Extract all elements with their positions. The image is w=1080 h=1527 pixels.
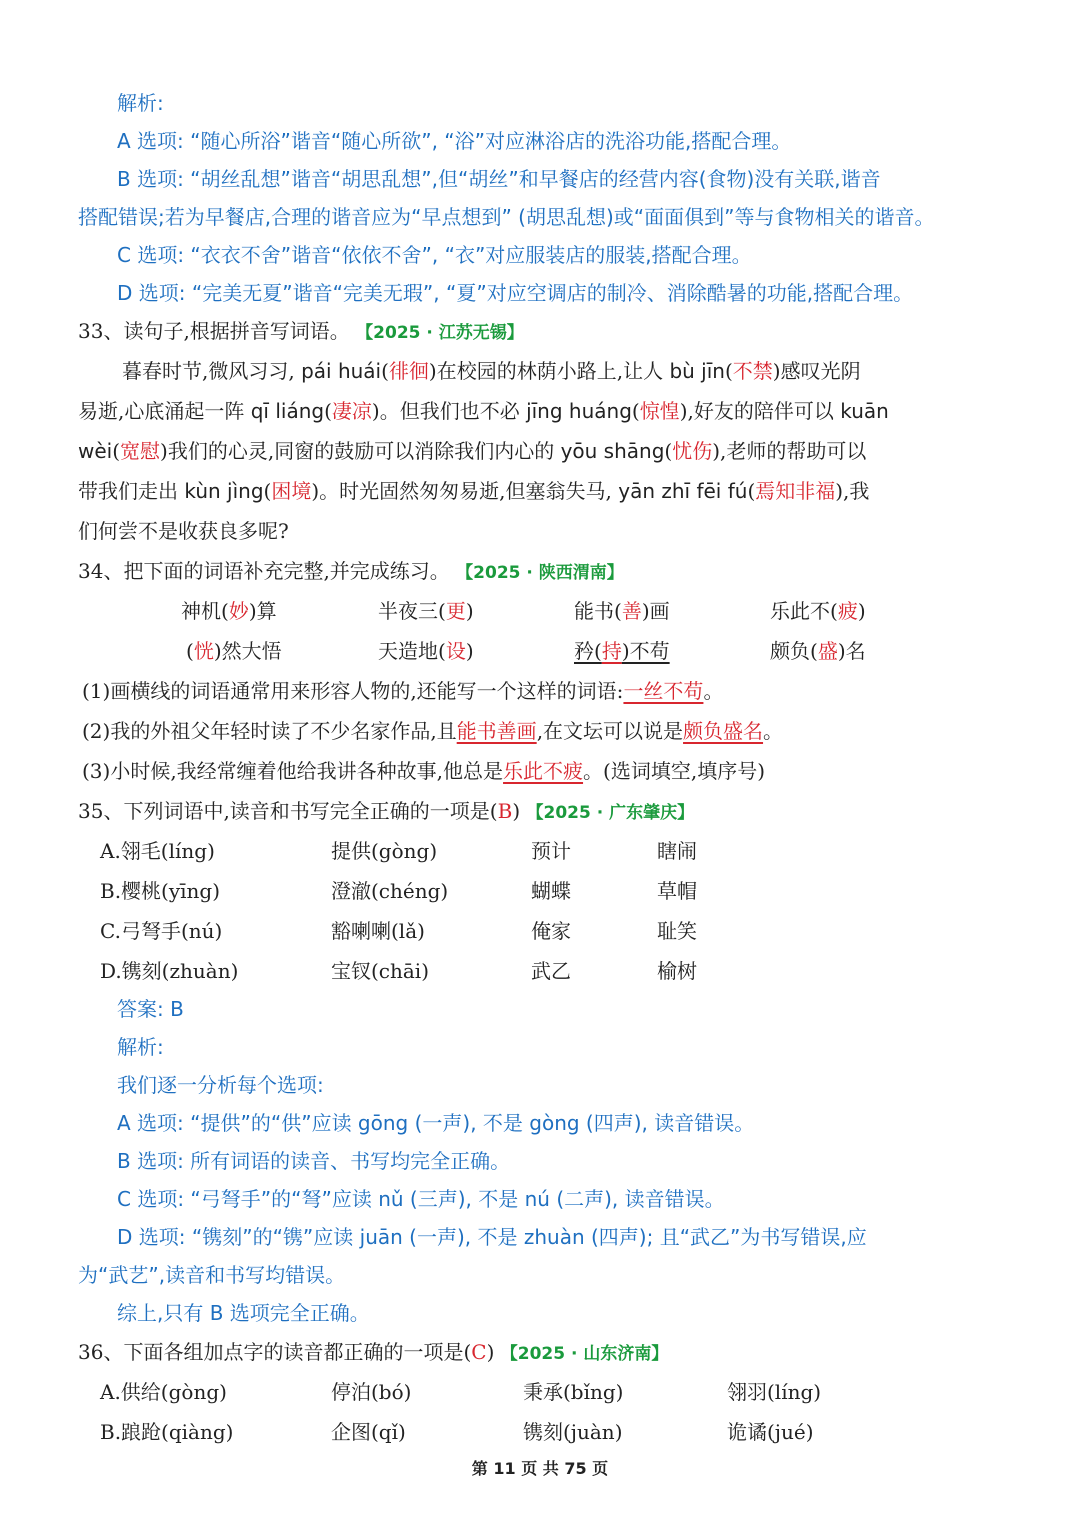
- pinyin: yān zhī fēi fú: [618, 479, 748, 503]
- paren: (: [324, 399, 332, 423]
- answer: 恍: [193, 639, 214, 663]
- q36-source-tag: 【2025 · 山东济南】: [500, 1344, 669, 1364]
- text: 半夜三(: [378, 599, 446, 623]
- paren: (: [112, 439, 121, 463]
- answer: 持: [601, 639, 622, 663]
- text: ): [465, 639, 474, 663]
- text: 神机(: [181, 599, 229, 623]
- text: 36、下面各组加点字的读音都正确的一项是(: [78, 1340, 472, 1364]
- q35-analysis-a: A 选项: “提供”的“供”应读 gōng (一声), 不是 gòng (四声), 读音错误。: [117, 1111, 755, 1135]
- text: )感叹光阴: [772, 359, 861, 383]
- q33-line-4: [78, 476, 1080, 506]
- q35-title: [78, 796, 1080, 828]
- q35-analysis-d-line1: D 选项: “镌刻”的“镌”应读 juān (一声), 不是 zhuàn (四声); 且“武乙”为书写错误,应: [117, 1225, 867, 1249]
- q36-option: 秉承(bǐng): [523, 1380, 624, 1404]
- text: ,在文坛可以说是: [536, 719, 684, 743]
- q34-title-text: 34、把下面的词语补充完整,并完成练习。: [78, 559, 450, 583]
- answer: 颇负盛名: [683, 719, 764, 743]
- q35-analysis-b: B 选项: 所有词语的读音、书写均完全正确。: [117, 1149, 511, 1173]
- q34-sub-2: [82, 716, 1080, 746]
- answer: 惊惶: [639, 399, 680, 423]
- answer: 能书善画: [456, 719, 537, 743]
- text: 易逝,心底涌起一阵: [78, 399, 245, 423]
- pinyin: pái huái: [301, 359, 382, 383]
- text: )在校园的林荫小路上,让人: [428, 359, 664, 383]
- text: )名: [837, 639, 866, 663]
- text: ): [465, 599, 474, 623]
- q35-analysis-c: C 选项: “弓弩手”的“弩”应读 nǔ (三声), 不是 nú (二声), 读音错误。: [117, 1187, 725, 1211]
- text: 。: [763, 719, 784, 743]
- text: 矜(: [574, 639, 602, 663]
- q34-sub-3: [82, 756, 1080, 786]
- q35-option: 预计: [531, 839, 571, 863]
- paren: (: [381, 359, 389, 383]
- q35-option: 耻笑: [657, 919, 697, 943]
- analysis-option-a: A 选项: “随心所浴”谐音“随心所欲”, “浴”对应淋浴店的洗浴功能,搭配合理。: [117, 129, 792, 153]
- pinyin: wèi: [78, 439, 113, 463]
- q34-sub-1: [82, 676, 1080, 706]
- q33-line-1: [122, 356, 1080, 386]
- q33-title: [78, 316, 1080, 348]
- analysis-label: 解析:: [117, 91, 164, 115]
- answer: 盛: [817, 639, 838, 663]
- paren: (: [747, 479, 756, 503]
- text: ): [512, 799, 521, 823]
- text: )然大悟: [213, 639, 282, 663]
- q34-source-tag: 【2025 · 陕西渭南】: [456, 563, 624, 583]
- text: ),好友的陪伴可以: [679, 399, 834, 423]
- q35-analysis-d-line2: 为“武艺”,读音和书写均错误。: [78, 1263, 346, 1287]
- q36-option: B.踉跄(qiàng): [100, 1420, 234, 1444]
- text: 。: [703, 679, 724, 703]
- answer: 疲: [837, 599, 858, 623]
- text: ),老师的帮助可以: [712, 439, 867, 463]
- answer: 焉知非福: [755, 479, 836, 503]
- q35-option: 草帽: [657, 879, 697, 903]
- answer: 困境: [271, 479, 312, 503]
- pinyin: kuān: [840, 399, 889, 423]
- q34-item: [378, 596, 474, 626]
- q33-title-text: 33、读句子,根据拼音写词语。: [78, 319, 350, 343]
- text: )。但我们也不必: [371, 399, 520, 423]
- q34-item: [181, 596, 277, 626]
- q35-option: 榆树: [657, 959, 697, 983]
- text: 颇负(: [770, 639, 818, 663]
- paren: (: [664, 439, 673, 463]
- text: 能书(: [574, 599, 622, 623]
- answer: 忧伤: [672, 439, 713, 463]
- text: 35、下列词语中,读音和书写完全正确的一项是(: [78, 799, 498, 823]
- q35-answer: 答案: B: [117, 997, 184, 1021]
- analysis-option-d: D 选项: “完美无夏”谐音“完美无瑕”, “夏”对应空调店的制冷、消除酷暑的功能,搭配合理。: [117, 281, 914, 305]
- text: )。时光固然匆匆易逝,但塞翁失马,: [311, 479, 612, 503]
- paren: (: [631, 399, 640, 423]
- q33-line-3: [78, 436, 1080, 466]
- answer: C: [471, 1340, 487, 1364]
- q33-line-5: 们何尝不是收获良多呢?: [78, 519, 289, 543]
- text: 暮春时节,微风习习,: [122, 359, 295, 383]
- q35-option: D.镌刻(zhuàn): [100, 959, 239, 983]
- answer: 一丝不苟: [623, 679, 704, 703]
- q35-option: 宝钗(chāi): [331, 959, 430, 983]
- q35-summary: 综上,只有 B 选项完全正确。: [117, 1301, 370, 1325]
- q34-item: [186, 636, 282, 666]
- answer: 善: [621, 599, 642, 623]
- answer: 妙: [228, 599, 249, 623]
- pinyin: kùn jìng: [184, 479, 264, 503]
- text: (2)我的外祖父年轻时读了不少名家作品,且: [82, 719, 457, 743]
- answer: 乐此不疲: [503, 759, 584, 783]
- text: )画: [641, 599, 670, 623]
- q35-option: A.翎毛(líng): [100, 839, 215, 863]
- pinyin: qī liáng: [250, 399, 325, 423]
- q36-title: [78, 1337, 1080, 1369]
- q35-option: C.弓弩手(nú): [100, 919, 223, 943]
- q35-option: 蝴蝶: [531, 879, 571, 903]
- answer: 徘徊: [388, 359, 429, 383]
- q35-analysis-label: 解析:: [117, 1035, 164, 1059]
- pinyin: yōu shāng: [560, 439, 665, 463]
- pinyin: bù jīn: [669, 359, 725, 383]
- q34-item: [574, 636, 670, 666]
- pinyin: jīng huáng: [526, 399, 632, 423]
- q35-option: 瞎闹: [657, 839, 697, 863]
- answer: 宽慰: [120, 439, 161, 463]
- q33-line-2: [78, 396, 1080, 426]
- q35-option: 豁喇喇(lǎ): [331, 919, 425, 943]
- q34-item: [574, 596, 670, 626]
- paren: (: [724, 359, 733, 383]
- text: 天造地(: [378, 639, 446, 663]
- q33-source-tag: 【2025 · 江苏无锡】: [356, 323, 524, 343]
- answer: 凄凉: [331, 399, 372, 423]
- q36-option: 企图(qǐ): [331, 1420, 406, 1444]
- text: ),我: [835, 479, 870, 503]
- q34-item: [770, 596, 866, 626]
- analysis-option-b-line1: B 选项: “胡丝乱想”谐音“胡思乱想”,但“胡丝”和早餐店的经营内容(食物)没有关联,谐音: [117, 167, 881, 191]
- page-footer: 第 11 页 共 75 页: [471, 1459, 609, 1478]
- q36-option: 翎羽(líng): [727, 1380, 822, 1404]
- q35-option: 武乙: [531, 959, 571, 983]
- text: )算: [248, 599, 277, 623]
- paren: (: [263, 479, 272, 503]
- text: (: [186, 639, 194, 663]
- q36-option: 停泊(bó): [331, 1380, 412, 1404]
- answer: 不禁: [732, 359, 773, 383]
- answer: 更: [445, 599, 466, 623]
- answer: B: [497, 799, 513, 823]
- text: ): [486, 1340, 495, 1364]
- q35-option: 俺家: [531, 919, 571, 943]
- q35-analysis-intro: 我们逐一分析每个选项:: [117, 1073, 324, 1097]
- text: ): [857, 599, 866, 623]
- q34-item: [378, 636, 474, 666]
- q36-option: 镌刻(juàn): [523, 1420, 623, 1444]
- q34-item: [770, 636, 866, 666]
- q34-title: [78, 556, 1080, 588]
- text: (1)画横线的词语通常用来形容人物的,还能写一个这样的词语:: [82, 679, 624, 703]
- analysis-option-b-line2: 搭配错误;若为早餐店,合理的谐音应为“早点想到” (胡思乱想)或“面面俱到”等与食物相关的谐音。: [78, 205, 935, 229]
- q35-option: B.樱桃(yīng): [100, 879, 221, 903]
- q36-option: A.供给(gòng): [100, 1380, 227, 1404]
- text: )不苟: [621, 639, 670, 663]
- answer: 设: [445, 639, 466, 663]
- q36-option: 诡谲(jué): [727, 1420, 814, 1444]
- q35-option: 澄澈(chéng): [331, 879, 449, 903]
- q35-option: 提供(gòng): [331, 839, 438, 863]
- text: )我们的心灵,同窗的鼓励可以消除我们内心的: [160, 439, 555, 463]
- text: (3)小时候,我经常缠着他给我讲各种故事,他总是: [82, 759, 504, 783]
- text: 。(选词填空,填序号): [583, 759, 766, 783]
- text: 乐此不(: [770, 599, 838, 623]
- text: 带我们走出: [78, 479, 178, 503]
- q35-source-tag: 【2025 · 广东肇庆】: [526, 803, 695, 823]
- analysis-option-c: C 选项: “衣衣不舍”谐音“依依不舍”, “衣”对应服装店的服装,搭配合理。: [117, 243, 752, 267]
